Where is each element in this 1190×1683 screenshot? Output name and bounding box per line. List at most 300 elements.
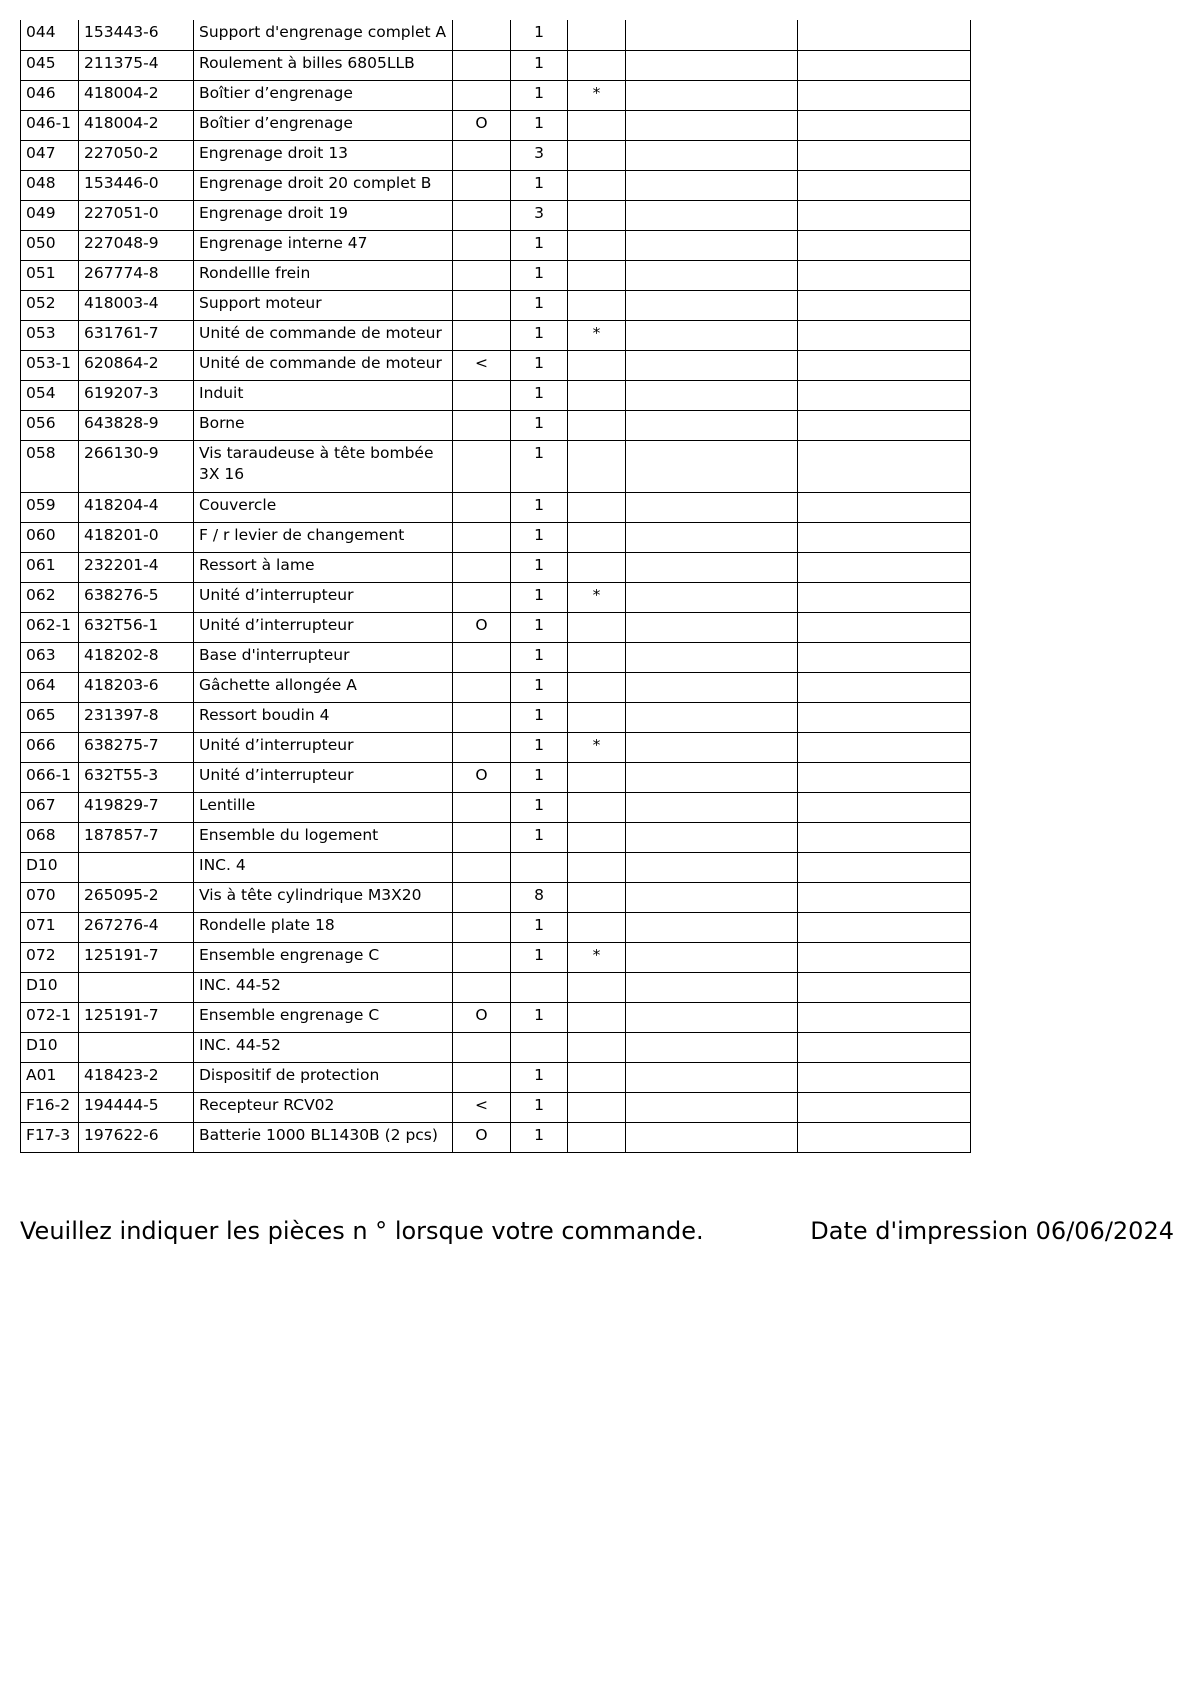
item-number-cell: 061 — [21, 552, 79, 582]
quantity-cell: 1 — [511, 1092, 568, 1122]
blank-cell — [798, 320, 971, 350]
note-cell — [568, 410, 626, 440]
blank-cell — [626, 642, 798, 672]
blank-cell — [626, 200, 798, 230]
description-cell: Rondellle frein — [194, 260, 453, 290]
table-row — [21, 792, 971, 822]
quantity-cell: 1 — [511, 260, 568, 290]
blank-cell — [798, 852, 971, 882]
note-cell — [568, 822, 626, 852]
part-number-cell: 227051-0 — [79, 200, 194, 230]
mark-cell — [453, 260, 511, 290]
table-row — [21, 140, 971, 170]
mark-cell: O — [453, 110, 511, 140]
item-number-cell: 062-1 — [21, 612, 79, 642]
item-number-cell: 071 — [21, 912, 79, 942]
blank-cell — [798, 350, 971, 380]
item-number-cell: 050 — [21, 230, 79, 260]
note-cell — [568, 200, 626, 230]
mark-cell — [453, 290, 511, 320]
note-cell — [568, 110, 626, 140]
blank-cell — [798, 1062, 971, 1092]
table-row — [21, 50, 971, 80]
blank-cell — [798, 380, 971, 410]
mark-cell — [453, 140, 511, 170]
note-cell — [568, 1122, 626, 1152]
item-number-cell: 068 — [21, 822, 79, 852]
blank-cell — [798, 522, 971, 552]
mark-cell: O — [453, 612, 511, 642]
blank-cell — [626, 320, 798, 350]
description-cell: Ensemble engrenage C — [194, 1002, 453, 1032]
blank-cell — [626, 290, 798, 320]
table-row — [21, 762, 971, 792]
table-row — [21, 380, 971, 410]
table-row — [21, 230, 971, 260]
part-number-cell: 211375-4 — [79, 50, 194, 80]
note-cell — [568, 972, 626, 1002]
mark-cell — [453, 20, 511, 50]
table-row — [21, 522, 971, 552]
mark-cell — [453, 50, 511, 80]
quantity-cell: 1 — [511, 822, 568, 852]
item-number-cell: 046 — [21, 80, 79, 110]
table-row — [21, 702, 971, 732]
note-cell — [568, 1092, 626, 1122]
part-number-cell: 643828-9 — [79, 410, 194, 440]
part-number-cell: 619207-3 — [79, 380, 194, 410]
print-date: Date d'impression 06/06/2024 — [810, 1217, 1174, 1245]
quantity-cell: 1 — [511, 50, 568, 80]
part-number-cell: 620864-2 — [79, 350, 194, 380]
item-number-cell: 067 — [21, 792, 79, 822]
item-number-cell: 053-1 — [21, 350, 79, 380]
table-row — [21, 350, 971, 380]
description-cell: Engrenage droit 19 — [194, 200, 453, 230]
part-number-cell — [79, 852, 194, 882]
mark-cell — [453, 792, 511, 822]
description-cell: INC. 44-52 — [194, 1032, 453, 1062]
quantity-cell: 1 — [511, 672, 568, 702]
quantity-cell: 1 — [511, 912, 568, 942]
mark-cell — [453, 642, 511, 672]
blank-cell — [626, 1062, 798, 1092]
quantity-cell: 1 — [511, 492, 568, 522]
blank-cell — [798, 80, 971, 110]
quantity-cell: 1 — [511, 1062, 568, 1092]
item-number-cell: 072 — [21, 942, 79, 972]
quantity-cell: 1 — [511, 792, 568, 822]
blank-cell — [798, 290, 971, 320]
table-row — [21, 200, 971, 230]
quantity-cell: 1 — [511, 110, 568, 140]
description-cell: Boîtier d’engrenage — [194, 80, 453, 110]
mark-cell — [453, 80, 511, 110]
mark-cell — [453, 942, 511, 972]
note-cell — [568, 230, 626, 260]
quantity-cell: 1 — [511, 380, 568, 410]
item-number-cell: 056 — [21, 410, 79, 440]
item-number-cell: 051 — [21, 260, 79, 290]
note-cell: * — [568, 732, 626, 762]
note-cell — [568, 642, 626, 672]
item-number-cell: D10 — [21, 972, 79, 1002]
description-cell: Gâchette allongée A — [194, 672, 453, 702]
part-number-cell: 187857-7 — [79, 822, 194, 852]
note-cell — [568, 882, 626, 912]
table-row — [21, 492, 971, 522]
mark-cell — [453, 492, 511, 522]
description-cell: Ensemble du logement — [194, 822, 453, 852]
blank-cell — [626, 1092, 798, 1122]
quantity-cell: 1 — [511, 290, 568, 320]
description-cell: Ressort à lame — [194, 552, 453, 582]
quantity-cell: 1 — [511, 732, 568, 762]
quantity-cell: 1 — [511, 350, 568, 380]
description-cell: Unité d’interrupteur — [194, 762, 453, 792]
table-row — [21, 972, 971, 1002]
note-cell — [568, 260, 626, 290]
item-number-cell: D10 — [21, 1032, 79, 1062]
description-cell: Borne — [194, 410, 453, 440]
blank-cell — [626, 260, 798, 290]
blank-cell — [798, 410, 971, 440]
blank-cell — [798, 822, 971, 852]
part-number-cell: 418203-6 — [79, 672, 194, 702]
mark-cell — [453, 672, 511, 702]
mark-cell: < — [453, 1092, 511, 1122]
item-number-cell: A01 — [21, 1062, 79, 1092]
part-number-cell — [79, 972, 194, 1002]
mark-cell — [453, 230, 511, 260]
blank-cell — [798, 230, 971, 260]
mark-cell — [453, 170, 511, 200]
part-number-cell: 418204-4 — [79, 492, 194, 522]
note-cell — [568, 492, 626, 522]
table-row — [21, 822, 971, 852]
note-cell — [568, 1002, 626, 1032]
note-cell — [568, 440, 626, 492]
description-cell: Base d'interrupteur — [194, 642, 453, 672]
blank-cell — [626, 230, 798, 260]
part-number-cell: 632T55-3 — [79, 762, 194, 792]
blank-cell — [798, 1122, 971, 1152]
mark-cell — [453, 1032, 511, 1062]
description-cell: Unité d’interrupteur — [194, 582, 453, 612]
blank-cell — [626, 822, 798, 852]
note-cell — [568, 290, 626, 320]
blank-cell — [626, 380, 798, 410]
item-number-cell: 062 — [21, 582, 79, 612]
item-number-cell: 047 — [21, 140, 79, 170]
table-row — [21, 882, 971, 912]
table-row — [21, 852, 971, 882]
blank-cell — [626, 140, 798, 170]
blank-cell — [626, 852, 798, 882]
blank-cell — [798, 1092, 971, 1122]
blank-cell — [626, 672, 798, 702]
table-row — [21, 170, 971, 200]
table-row — [21, 440, 971, 492]
quantity-cell: 1 — [511, 762, 568, 792]
blank-cell — [798, 612, 971, 642]
description-cell: Couvercle — [194, 492, 453, 522]
note-cell — [568, 350, 626, 380]
description-cell: Roulement à billes 6805LLB — [194, 50, 453, 80]
table-row — [21, 642, 971, 672]
blank-cell — [798, 912, 971, 942]
mark-cell: < — [453, 350, 511, 380]
part-number-cell: 227050-2 — [79, 140, 194, 170]
blank-cell — [798, 170, 971, 200]
note-cell: * — [568, 942, 626, 972]
part-number-cell: 418202-8 — [79, 642, 194, 672]
note-cell — [568, 140, 626, 170]
parts-table — [20, 20, 971, 1153]
blank-cell — [798, 642, 971, 672]
table-row — [21, 552, 971, 582]
quantity-cell: 1 — [511, 20, 568, 50]
description-cell: Ensemble engrenage C — [194, 942, 453, 972]
table-row — [21, 410, 971, 440]
item-number-cell: F16-2 — [21, 1092, 79, 1122]
blank-cell — [798, 762, 971, 792]
part-number-cell: 638275-7 — [79, 732, 194, 762]
mark-cell — [453, 1062, 511, 1092]
quantity-cell: 1 — [511, 1002, 568, 1032]
table-row — [21, 320, 971, 350]
note-cell: * — [568, 582, 626, 612]
table-row — [21, 20, 971, 50]
mark-cell — [453, 972, 511, 1002]
note-cell — [568, 852, 626, 882]
mark-cell — [453, 732, 511, 762]
table-row — [21, 1032, 971, 1062]
quantity-cell: 1 — [511, 702, 568, 732]
note-cell — [568, 702, 626, 732]
description-cell: Induit — [194, 380, 453, 410]
item-number-cell: 060 — [21, 522, 79, 552]
item-number-cell: F17-3 — [21, 1122, 79, 1152]
blank-cell — [798, 492, 971, 522]
mark-cell — [453, 912, 511, 942]
item-number-cell: 044 — [21, 20, 79, 50]
blank-cell — [626, 732, 798, 762]
mark-cell — [453, 380, 511, 410]
description-cell: Dispositif de protection — [194, 1062, 453, 1092]
table-row — [21, 80, 971, 110]
blank-cell — [798, 200, 971, 230]
item-number-cell: D10 — [21, 852, 79, 882]
part-number-cell — [79, 1032, 194, 1062]
blank-cell — [626, 912, 798, 942]
description-cell: Unité d’interrupteur — [194, 612, 453, 642]
item-number-cell: 066-1 — [21, 762, 79, 792]
table-row — [21, 942, 971, 972]
blank-cell — [626, 350, 798, 380]
blank-cell — [626, 50, 798, 80]
mark-cell — [453, 882, 511, 912]
blank-cell — [626, 942, 798, 972]
quantity-cell — [511, 972, 568, 1002]
item-number-cell: 045 — [21, 50, 79, 80]
mark-cell — [453, 410, 511, 440]
table-row — [21, 1122, 971, 1152]
part-number-cell: 267276-4 — [79, 912, 194, 942]
part-number-cell: 632T56-1 — [79, 612, 194, 642]
note-cell — [568, 672, 626, 702]
part-number-cell: 232201-4 — [79, 552, 194, 582]
table-row — [21, 260, 971, 290]
part-number-cell: 638276-5 — [79, 582, 194, 612]
item-number-cell: 058 — [21, 440, 79, 492]
description-cell: Unité de commande de moteur — [194, 350, 453, 380]
description-cell: Engrenage droit 20 complet B — [194, 170, 453, 200]
blank-cell — [626, 1122, 798, 1152]
blank-cell — [626, 762, 798, 792]
item-number-cell: 059 — [21, 492, 79, 522]
blank-cell — [798, 582, 971, 612]
table-row — [21, 1002, 971, 1032]
item-number-cell: 072-1 — [21, 1002, 79, 1032]
blank-cell — [798, 882, 971, 912]
description-cell: Recepteur RCV02 — [194, 1092, 453, 1122]
blank-cell — [626, 522, 798, 552]
note-cell — [568, 552, 626, 582]
blank-cell — [626, 410, 798, 440]
table-row — [21, 912, 971, 942]
note-cell — [568, 170, 626, 200]
note-cell — [568, 20, 626, 50]
mark-cell — [453, 852, 511, 882]
part-number-cell: 418201-0 — [79, 522, 194, 552]
quantity-cell: 1 — [511, 552, 568, 582]
item-number-cell: 046-1 — [21, 110, 79, 140]
blank-cell — [626, 440, 798, 492]
item-number-cell: 070 — [21, 882, 79, 912]
blank-cell — [626, 80, 798, 110]
mark-cell: O — [453, 1122, 511, 1152]
part-number-cell: 418004-2 — [79, 110, 194, 140]
blank-cell — [626, 110, 798, 140]
mark-cell — [453, 522, 511, 552]
blank-cell — [626, 20, 798, 50]
description-cell: Support moteur — [194, 290, 453, 320]
note-cell — [568, 612, 626, 642]
blank-cell — [798, 20, 971, 50]
quantity-cell: 1 — [511, 582, 568, 612]
part-number-cell: 231397-8 — [79, 702, 194, 732]
blank-cell — [798, 440, 971, 492]
part-number-cell: 418003-4 — [79, 290, 194, 320]
mark-cell — [453, 582, 511, 612]
mark-cell — [453, 320, 511, 350]
item-number-cell: 048 — [21, 170, 79, 200]
blank-cell — [798, 50, 971, 80]
note-cell — [568, 912, 626, 942]
description-cell: INC. 4 — [194, 852, 453, 882]
blank-cell — [798, 972, 971, 1002]
mark-cell: O — [453, 1002, 511, 1032]
note-cell — [568, 1032, 626, 1062]
blank-cell — [798, 792, 971, 822]
note-cell — [568, 1062, 626, 1092]
part-number-cell: 153443-6 — [79, 20, 194, 50]
part-number-cell: 419829-7 — [79, 792, 194, 822]
quantity-cell: 1 — [511, 522, 568, 552]
description-cell: Lentille — [194, 792, 453, 822]
quantity-cell: 3 — [511, 140, 568, 170]
blank-cell — [798, 732, 971, 762]
item-number-cell: 064 — [21, 672, 79, 702]
table-row — [21, 1062, 971, 1092]
part-number-cell: 153446-0 — [79, 170, 194, 200]
description-cell: Unité d’interrupteur — [194, 732, 453, 762]
quantity-cell: 8 — [511, 882, 568, 912]
part-number-cell: 267774-8 — [79, 260, 194, 290]
table-row — [21, 1092, 971, 1122]
part-number-cell: 125191-7 — [79, 942, 194, 972]
note-cell — [568, 50, 626, 80]
table-row — [21, 582, 971, 612]
part-number-cell: 197622-6 — [79, 1122, 194, 1152]
part-number-cell: 227048-9 — [79, 230, 194, 260]
description-cell: F / r levier de changement — [194, 522, 453, 552]
blank-cell — [626, 492, 798, 522]
part-number-cell: 418423-2 — [79, 1062, 194, 1092]
table-row — [21, 612, 971, 642]
quantity-cell: 1 — [511, 642, 568, 672]
note-cell — [568, 522, 626, 552]
item-number-cell: 052 — [21, 290, 79, 320]
quantity-cell: 1 — [511, 410, 568, 440]
mark-cell — [453, 822, 511, 852]
table-row — [21, 732, 971, 762]
item-number-cell: 054 — [21, 380, 79, 410]
blank-cell — [798, 140, 971, 170]
blank-cell — [626, 1032, 798, 1062]
blank-cell — [626, 612, 798, 642]
part-number-cell: 418004-2 — [79, 80, 194, 110]
part-number-cell: 265095-2 — [79, 882, 194, 912]
blank-cell — [798, 702, 971, 732]
quantity-cell — [511, 852, 568, 882]
quantity-cell — [511, 1032, 568, 1062]
note-cell: * — [568, 80, 626, 110]
mark-cell — [453, 552, 511, 582]
quantity-cell: 1 — [511, 320, 568, 350]
blank-cell — [626, 792, 798, 822]
blank-cell — [626, 702, 798, 732]
blank-cell — [798, 672, 971, 702]
blank-cell — [626, 972, 798, 1002]
description-cell: Support d'engrenage complet A — [194, 20, 453, 50]
quantity-cell: 1 — [511, 440, 568, 492]
part-number-cell: 125191-7 — [79, 1002, 194, 1032]
blank-cell — [798, 1002, 971, 1032]
blank-cell — [798, 110, 971, 140]
description-cell: Vis taraudeuse à tête bombée 3X 16 — [194, 440, 453, 492]
item-number-cell: 053 — [21, 320, 79, 350]
part-number-cell: 194444-5 — [79, 1092, 194, 1122]
table-row — [21, 672, 971, 702]
description-cell: Unité de commande de moteur — [194, 320, 453, 350]
quantity-cell: 1 — [511, 942, 568, 972]
order-instruction: Veuillez indiquer les pièces n ° lorsque votre commande. — [20, 1217, 704, 1245]
mark-cell: O — [453, 762, 511, 792]
note-cell — [568, 792, 626, 822]
mark-cell — [453, 440, 511, 492]
